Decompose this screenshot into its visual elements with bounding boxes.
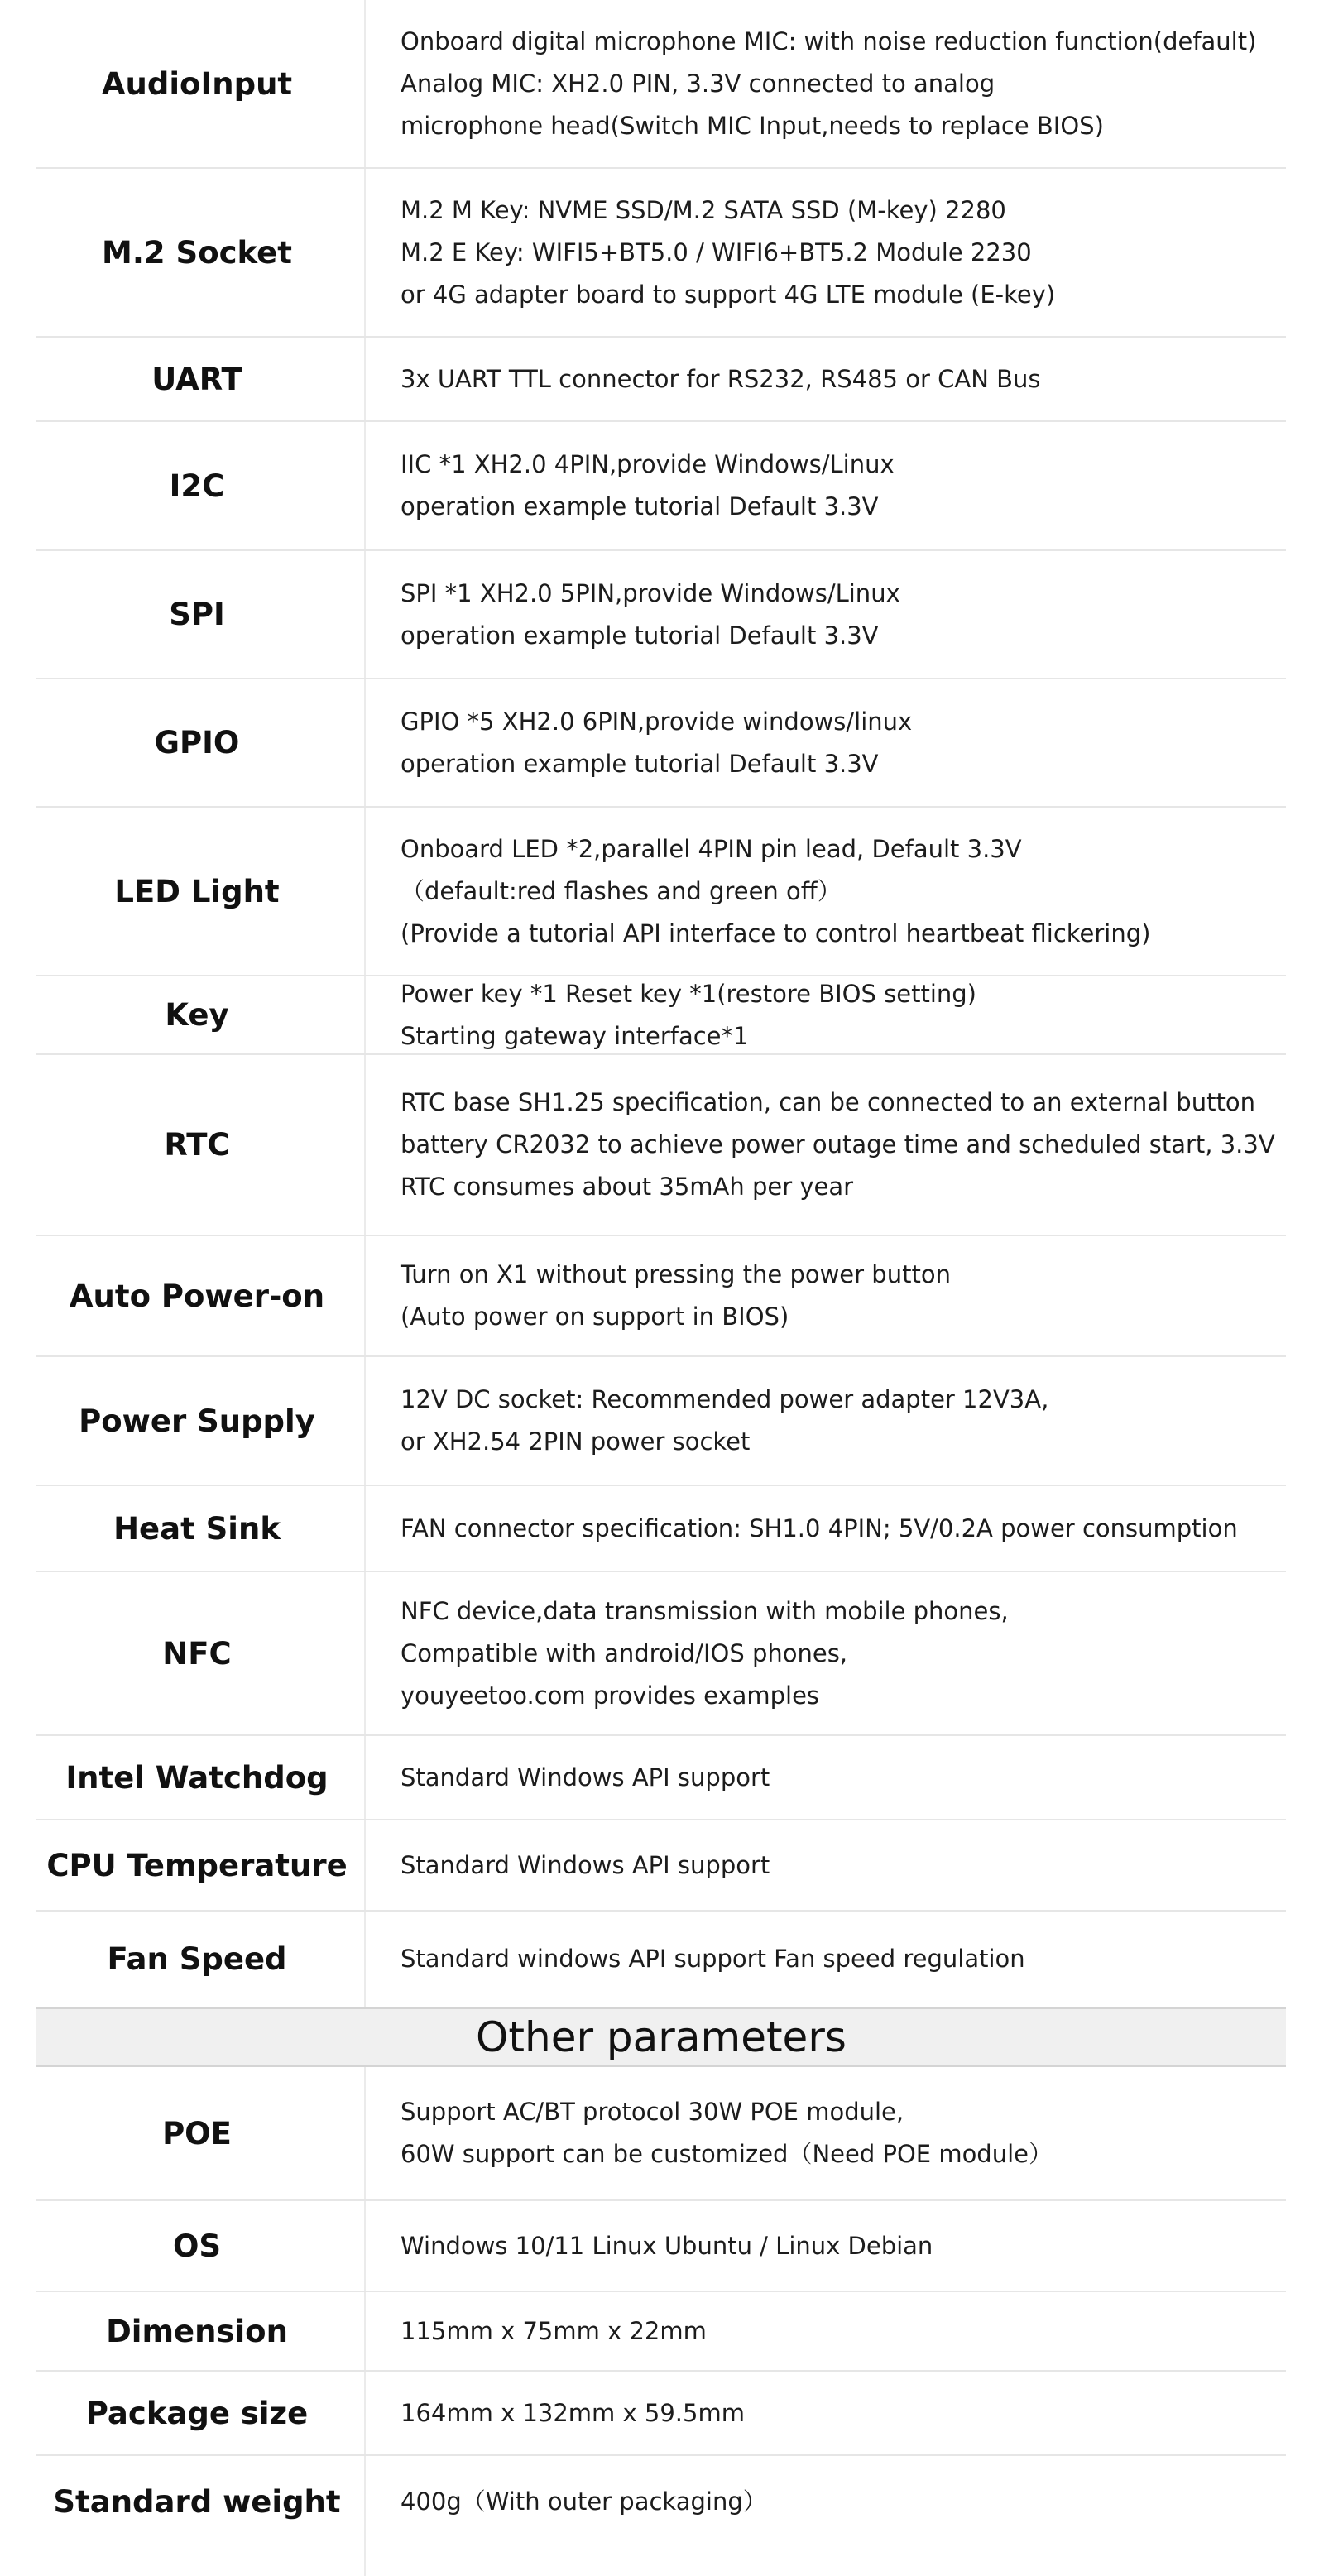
spec-value-line: microphone head(Switch MIC Input,needs to replace BIOS) xyxy=(401,111,1104,140)
spec-label: GPIO xyxy=(154,725,240,760)
spec-value xyxy=(401,976,1286,1053)
spec-label: Standard weight xyxy=(53,2483,341,2520)
spec-value-line: NFC device,data transmission with mobile phones, xyxy=(401,1596,1009,1625)
spec-label: Auto Power-on xyxy=(69,1278,325,1314)
spec-value-line: Onboard digital microphone MIC: with noise reduction function(default) xyxy=(401,26,1257,55)
spec-value xyxy=(401,2372,1286,2454)
spec-value xyxy=(401,422,1286,549)
spec-label: M.2 Socket xyxy=(102,234,292,271)
spec-row-key xyxy=(36,976,1286,1055)
spec-row-fan-speed xyxy=(36,1912,1286,2007)
spec-row-rtc xyxy=(36,1055,1286,1236)
spec-row-poe xyxy=(36,2067,1286,2201)
spec-value-line: Support AC/BT protocol 30W POE module, xyxy=(401,2098,904,2126)
spec-value xyxy=(401,169,1286,336)
spec-row-cpu-temperature xyxy=(36,1820,1286,1912)
spec-value xyxy=(401,679,1286,806)
spec-label: Power Supply xyxy=(79,1403,315,1439)
spec-value-line: M.2 M Key: NVME SSD/M.2 SATA SSD (M-key) 2280 xyxy=(401,195,1006,224)
spec-value-line: Starting gateway interface*1 xyxy=(401,1021,749,1050)
spec-value xyxy=(401,2201,1286,2291)
spec-label: Package size xyxy=(85,2395,309,2431)
spec-row-standard-weight xyxy=(36,2456,1286,2547)
spec-row-spi xyxy=(36,551,1286,679)
spec-value-line: 60W support can be customized（Need POE module） xyxy=(401,2140,1053,2168)
spec-value-line: Onboard LED *2,parallel 4PIN pin lead, Default 3.3V xyxy=(401,834,1022,863)
spec-value-line: (Auto power on support in BIOS) xyxy=(401,1302,789,1331)
spec-label: Intel Watchdog xyxy=(65,1759,329,1796)
spec-value-line: operation example tutorial Default 3.3V xyxy=(401,621,879,650)
spec-value xyxy=(401,1486,1286,1571)
spec-value-line: Compatible with android/IOS phones, xyxy=(401,1638,848,1667)
spec-value-line: Standard Windows API support xyxy=(401,1763,770,1792)
spec-value xyxy=(401,1572,1286,1734)
spec-value xyxy=(401,1820,1286,1910)
spec-value-line: 12V DC socket: Recommended power adapter 12V3A, xyxy=(401,1385,1049,1413)
spec-value-line: operation example tutorial Default 3.3V xyxy=(401,492,879,520)
spec-row-dimension xyxy=(36,2292,1286,2372)
spec-label: LED Light xyxy=(114,873,280,909)
spec-row-heat-sink xyxy=(36,1486,1286,1572)
spec-label: Key xyxy=(165,997,229,1033)
spec-value-line: FAN connector specification: SH1.0 4PIN; 5V/0.2A power consumption xyxy=(401,1513,1238,1542)
spec-value xyxy=(401,2067,1286,2199)
spec-value xyxy=(401,2292,1286,2370)
spec-row-package-size xyxy=(36,2372,1286,2456)
spec-row-led-light xyxy=(36,808,1286,976)
spec-label: Heat Sink xyxy=(113,1510,281,1547)
spec-row-audio-input xyxy=(36,0,1286,169)
section-heading-other-parameters: Other parameters xyxy=(36,2007,1286,2067)
spec-value xyxy=(401,808,1286,975)
spec-label: POE xyxy=(162,2115,232,2151)
spec-value xyxy=(401,1912,1286,2007)
spec-value-line: 164mm x 132mm x 59.5mm xyxy=(401,2398,745,2427)
spec-value-line: Power key *1 Reset key *1(restore BIOS setting) xyxy=(401,979,976,1008)
spec-label: RTC xyxy=(164,1127,230,1163)
spec-value xyxy=(401,1236,1286,1355)
spec-value-line: Standard Windows API support xyxy=(401,1850,770,1879)
spec-value-line: or XH2.54 2PIN power socket xyxy=(401,1427,751,1456)
spec-value-line: RTC consumes about 35mAh per year xyxy=(401,1173,854,1201)
spec-value-line: youyeetoo.com provides examples xyxy=(401,1681,820,1710)
spec-value xyxy=(401,0,1286,167)
spec-label: Dimension xyxy=(106,2313,288,2349)
spec-value-line: GPIO *5 XH2.0 6PIN,provide windows/linux xyxy=(401,707,913,736)
spec-row-nfc xyxy=(36,1572,1286,1736)
spec-row-power-supply xyxy=(36,1357,1286,1486)
spec-row-auto-power-on xyxy=(36,1236,1286,1357)
spec-label: SPI xyxy=(169,597,225,632)
spec-value xyxy=(401,551,1286,678)
spec-value xyxy=(401,1357,1286,1485)
spec-row-m2-socket xyxy=(36,169,1286,338)
spec-value xyxy=(401,338,1286,420)
spec-value xyxy=(401,1055,1286,1235)
spec-label: Fan Speed xyxy=(107,1941,287,1977)
spec-row-i2c xyxy=(36,422,1286,551)
spec-value-line: Analog MIC: XH2.0 PIN, 3.3V connected to analog xyxy=(401,69,995,98)
spec-label: NFC xyxy=(162,1635,232,1672)
spec-row-intel-watchdog xyxy=(36,1736,1286,1820)
spec-value xyxy=(401,1736,1286,1819)
spec-value-line: RTC base SH1.25 specification, can be connected to an external button xyxy=(401,1088,1255,1116)
spec-value-line: Standard windows API support Fan speed regulation xyxy=(401,1945,1025,1973)
spec-value-line: 400g（With outer packaging） xyxy=(401,2487,767,2516)
spec-value-line: or 4G adapter board to support 4G LTE module (E-key) xyxy=(401,280,1056,309)
spec-value-line: (Provide a tutorial API interface to control heartbeat flickering) xyxy=(401,919,1151,947)
spec-row-uart xyxy=(36,338,1286,422)
spec-value-line: SPI *1 XH2.0 5PIN,provide Windows/Linux xyxy=(401,578,900,607)
spec-value-line: battery CR2032 to achieve power outage time and scheduled start, 3.3V xyxy=(401,1130,1275,1158)
spec-value-line: IIC *1 XH2.0 4PIN,provide Windows/Linux xyxy=(401,450,895,478)
spec-row-os xyxy=(36,2201,1286,2292)
spec-value-line: Windows 10/11 Linux Ubuntu / Linux Debian xyxy=(401,2231,933,2260)
spec-value-line: （default:red flashes and green off） xyxy=(401,876,842,905)
spec-value-line: 3x UART TTL connector for RS232, RS485 or CAN Bus xyxy=(401,364,1041,393)
spec-row-gpio xyxy=(36,679,1286,808)
spec-label: UART xyxy=(151,361,242,397)
spec-value-line: operation example tutorial Default 3.3V xyxy=(401,749,879,778)
spec-value-line: Turn on X1 without pressing the power button xyxy=(401,1260,951,1288)
spec-label: CPU Temperature xyxy=(46,1847,348,1883)
spec-value-line: M.2 E Key: WIFI5+BT5.0 / WIFI6+BT5.2 Module 2230 xyxy=(401,237,1032,266)
spec-label: OS xyxy=(172,2228,222,2264)
spec-value xyxy=(401,2456,1286,2547)
spec-label: I2C xyxy=(169,468,225,504)
spec-label: AudioInput xyxy=(101,65,293,102)
spec-value-line: 115mm x 75mm x 22mm xyxy=(401,2316,707,2345)
